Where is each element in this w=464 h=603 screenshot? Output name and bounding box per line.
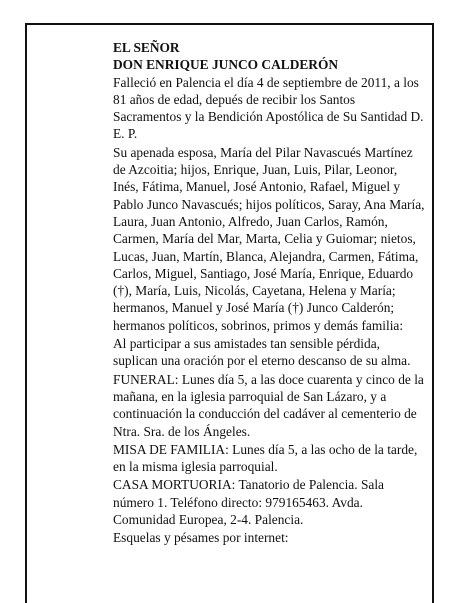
death-announcement: Falleció en Palencia el día 4 de septiembre de 2011, a los 81 años de edad, depués de recibir los Santos Sacramentos y la Bendición Apostólica de Su Santidad D. E. P. [113, 74, 424, 142]
notice-title-line1: EL SEÑOR [113, 40, 180, 55]
online-condolences: Esquelas y pésames por internet: [113, 530, 289, 546]
notice-title-line2: DON ENRIQUE JUNCO CALDERÓN [113, 57, 339, 73]
obituary-notice [113, 39, 425, 547]
funeral-info: FUNERAL: Lunes día 5, a las doce cuarenta y cinco de la mañana, en la iglesia parroquial de San Lázaro, y a continuación la conducción del cadáver al cementerio de Ntra. Sra. de los Ángeles. [113, 371, 424, 439]
funeral-home-info: CASA MORTUORIA: Tanatorio de Palencia. Sala número 1. Teléfono directo: 979165463. Avda. Comunidad Europea, 2-4. Palencia. [113, 477, 384, 528]
family-mass-info: MISA DE FAMILIA: Lunes día 5, a las ocho de la tarde, en la misma iglesia parroquial. [113, 441, 418, 475]
prayer-request: Al participar a sus amistades tan sensible pérdida, suplican una oración por el eterno descanso de su alma. [113, 336, 411, 369]
family-list: Su apenada esposa, María del Pilar Navascués Martínez de Azcoitia; hijos, Enrique, Juan, Luis, Pilar, Leonor, Inés, Fátima, Manuel, José Antonio, Rafael, Miguel y Pablo Junco Navascués; hijos políticos, Saray, Ana María, Laura, Juan Antonio, Alfredo, Juan Carlos, Ramón, Carmen, María del Mar, Marta, Celia y Guiomar; nietos, Lucas, Juan, Martín, Blanca, Alejandra, Carmen, Fátima, Carlos, Miguel, Santiago, José María, Enrique, Eduardo (†), María, Luis, Nicolás, Cayetana, Helena y María; hermanos, Manuel y José María (†) Junco Calderón; hermanos políticos, sobrinos, primos y demás familia: [113, 144, 425, 333]
